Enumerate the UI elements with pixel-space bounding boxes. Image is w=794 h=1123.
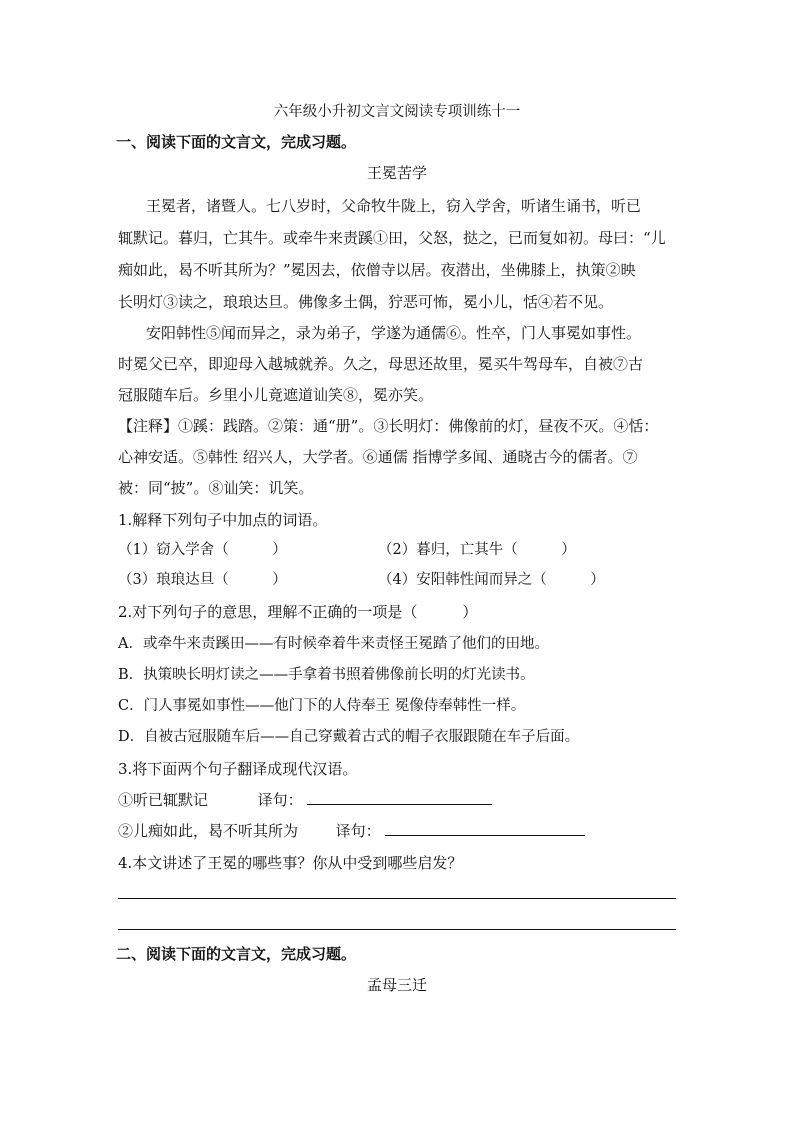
- notes-line: 心神安适。⑤韩性 绍兴人，大学者。⑥通儒 指博学多闻、通晓古今的儒者。⑦: [118, 448, 638, 466]
- question-3-item: [118, 821, 585, 841]
- passage-line: 王冕者，诸暨人。七八岁时，父命牧牛陇上，窃入学舍，听诸生诵书，听已: [146, 197, 642, 215]
- question-2-stem: 2.对下列句子的意思，理解不正确的一项是（ ）: [118, 603, 478, 621]
- passage-line: 冠服随车后。乡里小儿竟遮道讪笑⑧，冕亦笑。: [118, 386, 434, 404]
- passage-line: 时冕父已卒，即迎母入越城就养。久之，母思还故里，冕买牛驾母车，自被⑦古: [118, 355, 644, 373]
- question-1-item: （3）琅琅达旦（ ）: [118, 572, 287, 588]
- question-2-option-c: C．门人事冕如事性——他门下的人侍奉王 冕像侍奉韩性一样。: [118, 698, 526, 714]
- question-2-option-b: B．执策映长明灯读之——手拿着书照着佛像前长明的灯光读书。: [118, 667, 535, 683]
- passage-line: 安阳韩性⑤闻而异之，录为弟子，学遂为通儒⑥。性卒，门人事冕如事性。: [146, 324, 642, 342]
- question-4-stem: 4.本文讲述了王冕的哪些事？你从中受到哪些启发？: [118, 854, 463, 872]
- question-3-stem: 3.将下面两个句子翻译成现代汉语。: [118, 760, 358, 778]
- translation-label: 译句：: [335, 822, 381, 840]
- translation-answer-line[interactable]: [385, 821, 585, 836]
- translation-label: 译句：: [257, 791, 303, 809]
- passage-line: 长明灯③读之，琅琅达旦。佛像多土偶，狞恶可怖，冕小儿，恬④若不见。: [118, 293, 614, 311]
- passage-title-mengmu: 孟母三迁: [366, 976, 427, 994]
- section-1-heading: 一、阅读下面的文言文，完成习题。: [116, 133, 357, 151]
- notes-line: 【注释】①蹊：践踏。②策：通“册”。③长明灯：佛像前的灯，昼夜不灭。④恬：: [118, 417, 659, 435]
- section-2-heading: 二、阅读下面的文言文，完成习题。: [116, 945, 357, 963]
- notes-line: 被：同“披”。⑧讪笑：讥笑。: [118, 479, 314, 497]
- answer-line[interactable]: [118, 929, 676, 930]
- translation-answer-line[interactable]: [307, 790, 492, 805]
- question-3-sentence: ①听已辄默记: [118, 791, 209, 809]
- passage-line: 痴如此，曷不听其所为？”冕因去，依僧寺以居。夜潜出，坐佛膝上，执策②映: [118, 261, 636, 279]
- question-1-stem: 1.解释下列句子中加点的词语。: [118, 511, 328, 529]
- document-title: 六年级小升初文言文阅读专项训练十一: [273, 104, 521, 120]
- question-1-item: （4）安阳韩性闻而异之（ ）: [378, 572, 605, 588]
- passage-title-wang-mian: 王冕苦学: [366, 164, 427, 182]
- question-3-sentence: ②儿痴如此，曷不听其所为: [118, 822, 299, 840]
- question-3-item: [118, 790, 492, 810]
- question-2-option-d: D．自被古冠服随车后——自己穿戴着古式的帽子衣服跟随在车子后面。: [118, 729, 580, 745]
- question-1-item: （2）暮归，亡其牛（ ）: [378, 542, 576, 558]
- question-1-item: （1）窃入学舍（ ）: [118, 542, 287, 558]
- question-2-option-a: A．或牵牛来责蹊田——有时候牵着牛来责怪王冕踏了他们的田地。: [118, 636, 549, 652]
- passage-line: 辄默记。暮归，亡其牛。或牵牛来责蹊①田，父怒，挞之，已而复如初。母曰：“儿: [118, 229, 666, 247]
- answer-line[interactable]: [118, 898, 676, 899]
